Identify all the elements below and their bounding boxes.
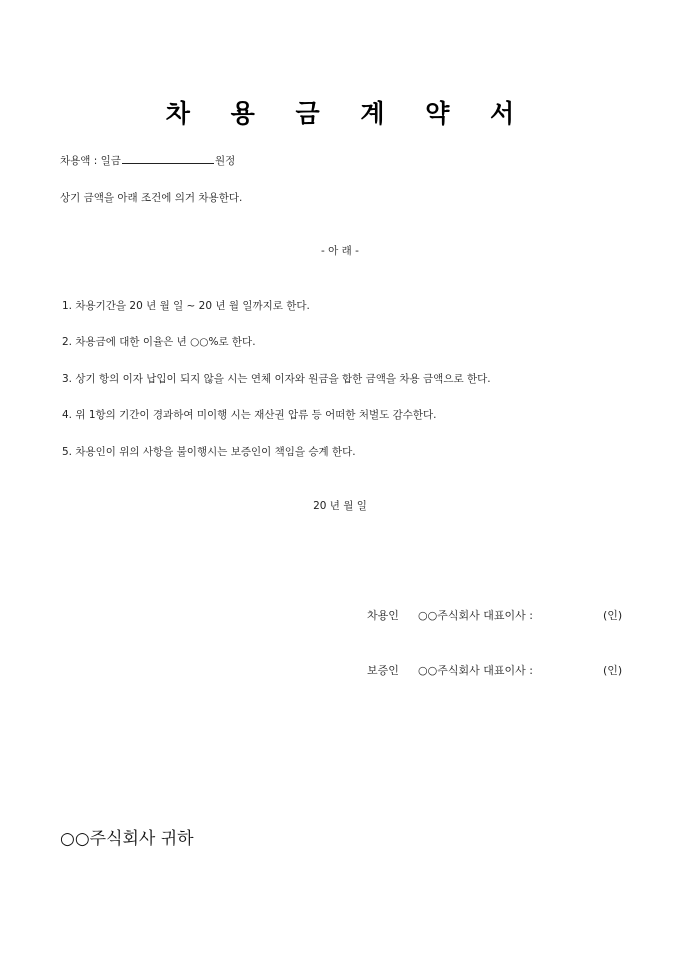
- addressee: ○○주식회사 귀하: [60, 829, 194, 849]
- below-heading: - 아 래 -: [321, 245, 359, 257]
- amount-blank: [122, 153, 214, 164]
- guarantor-label: 보증인: [367, 664, 399, 677]
- contract-date: 20 년 월 일: [313, 500, 367, 512]
- clause-2: 2. 차용금에 대한 이율은 년 ○○%로 한다.: [62, 336, 256, 348]
- loan-amount-line: [60, 153, 235, 168]
- loan-amount-suffix: 원정: [214, 155, 236, 167]
- borrower-label: 차용인: [367, 609, 399, 622]
- borrower-name: ○○주식회사 대표이사 :: [418, 609, 533, 622]
- clause-5: 5. 차용인이 위의 사항을 불이행시는 보증인이 책임을 승계 한다.: [62, 446, 356, 458]
- borrower-seal: (인): [603, 609, 623, 622]
- clause-4: 4. 위 1항의 기간이 경과하여 미이행 시는 재산권 압류 등 어떠한 처벌도 감수한다.: [62, 409, 437, 421]
- clause-1: 1. 차용기간을 20 년 월 일 ~ 20 년 월 일까지로 한다.: [62, 300, 310, 312]
- intro-text: 상기 금액을 아래 조건에 의거 차용한다.: [60, 192, 243, 204]
- clause-3: 3. 상기 항의 이자 납입이 되지 않을 시는 연체 이자와 원금을 합한 금액을 차용 금액으로 한다.: [62, 373, 491, 385]
- guarantor-seal: (인): [603, 664, 623, 677]
- loan-amount-prefix: 차용액 : 일금: [60, 155, 121, 167]
- guarantor-name: ○○주식회사 대표이사 :: [418, 664, 533, 677]
- document-title: 차 용 금 계 약 서: [165, 99, 531, 128]
